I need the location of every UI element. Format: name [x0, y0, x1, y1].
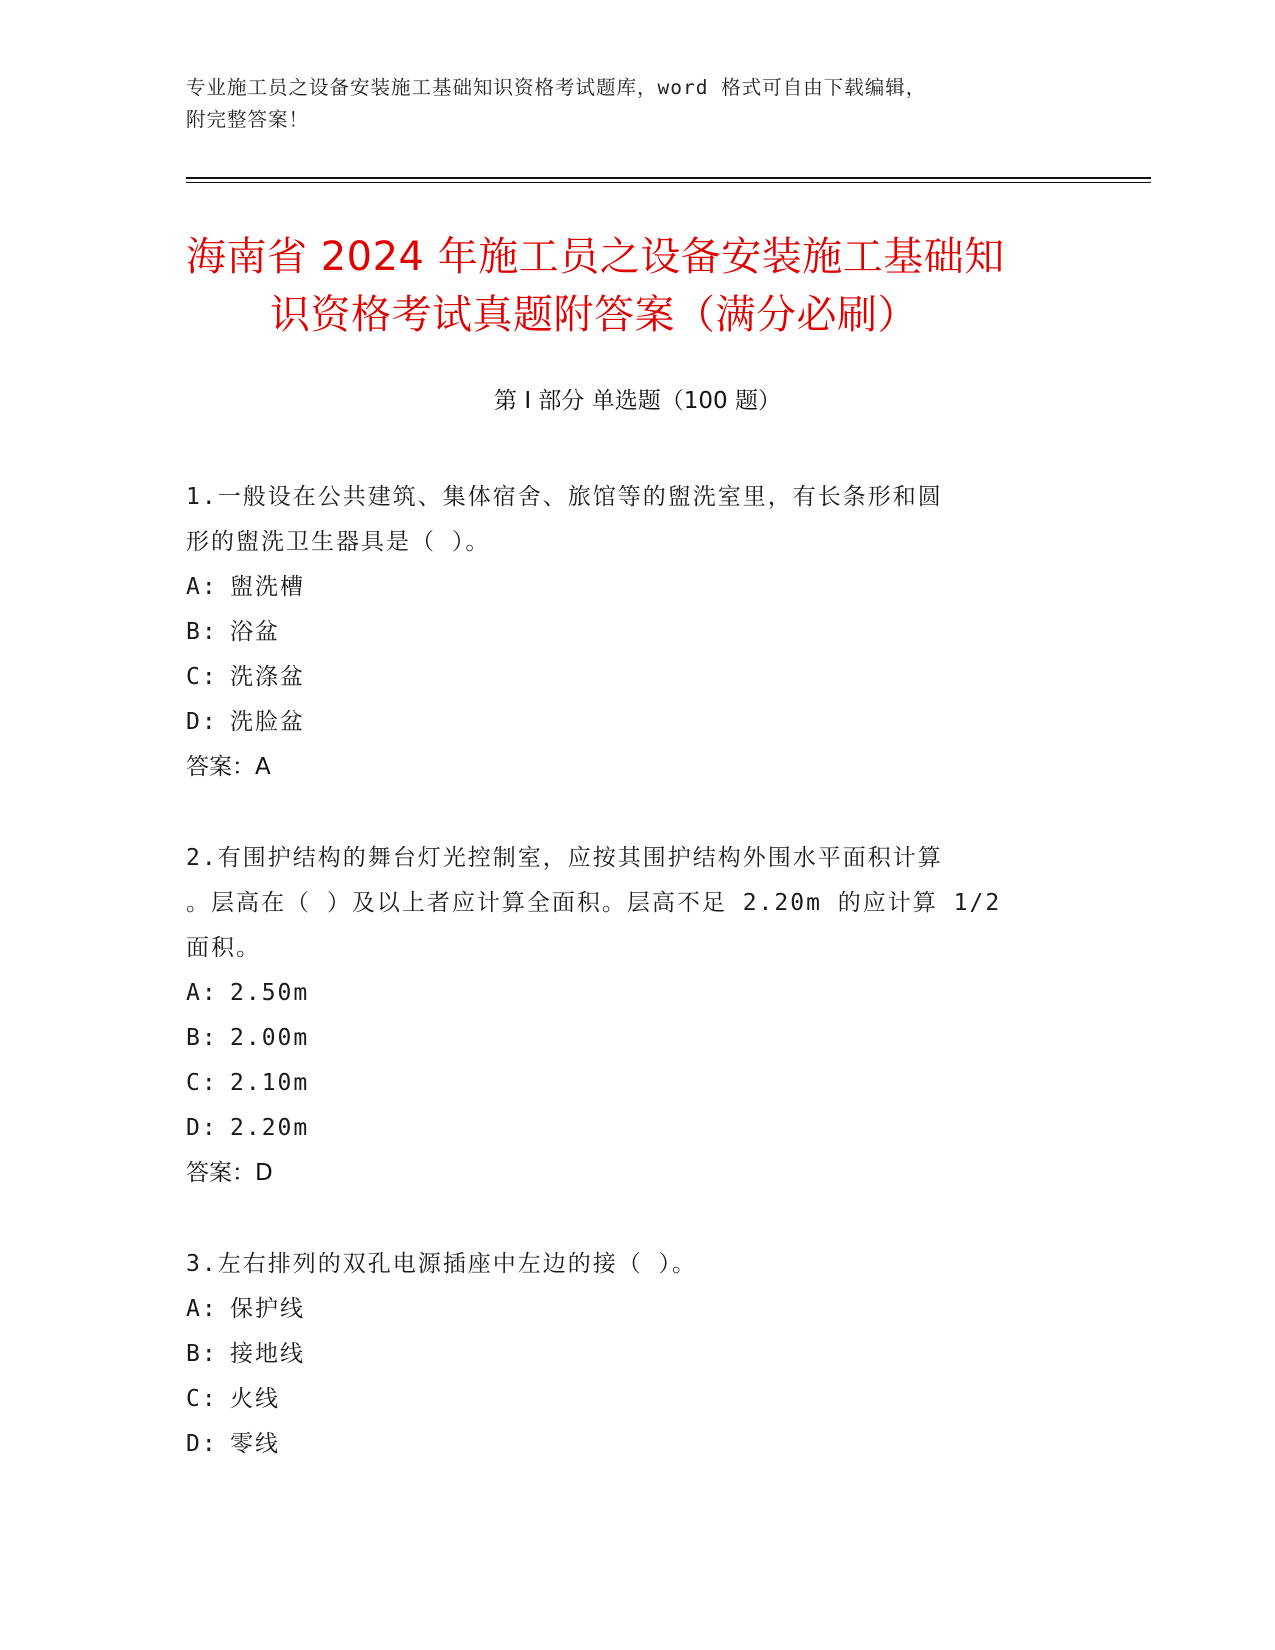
option-key: D:	[186, 1431, 218, 1457]
option-key: C:	[186, 664, 218, 690]
answer-option	[186, 1377, 1066, 1422]
option-text: 2.00m	[230, 1025, 310, 1051]
option-text: 浴盆	[230, 619, 280, 645]
document-title-line-1: 海南省 2024 年施工员之设备安装施工基础知	[186, 234, 1005, 280]
answer-option	[186, 700, 1066, 745]
answer-option	[186, 1106, 1066, 1151]
answer-option	[186, 1287, 1066, 1332]
option-key: B:	[186, 619, 218, 645]
option-key: A:	[186, 574, 218, 600]
answer-option	[186, 1016, 1066, 1061]
section-heading: 第 I 部分 单选题（100 题）	[494, 388, 781, 414]
option-text: 2.50m	[230, 980, 310, 1006]
option-text: 火线	[230, 1386, 280, 1412]
option-text: 盥洗槽	[230, 574, 305, 600]
header-note-line-2: 附完整答案！	[186, 108, 310, 131]
question-list	[186, 475, 1066, 1513]
question-item	[186, 475, 1066, 790]
answer-key: 答案：A	[186, 754, 271, 780]
header-note-line-1: 专业施工员之设备安装施工基础知识资格考试题库，word 格式可自由下载编辑，	[186, 76, 927, 99]
question-stem-line: 。层高在（ ）及以上者应计算全面积。层高不足 2.20m 的应计算 1/2	[186, 890, 1002, 916]
option-key: A:	[186, 980, 218, 1006]
option-text: 零线	[230, 1431, 280, 1457]
option-text: 洗涤盆	[230, 664, 305, 690]
option-key: D:	[186, 1115, 218, 1141]
option-text: 接地线	[230, 1341, 305, 1367]
question-stem-line: 形的盥洗卫生器具是（ ）。	[186, 529, 491, 555]
header-note	[186, 72, 1066, 136]
option-key: B:	[186, 1341, 218, 1367]
answer-option	[186, 971, 1066, 1016]
question-stem-line: 3.左右排列的双孔电源插座中左边的接（ ）。	[186, 1251, 698, 1277]
option-key: C:	[186, 1070, 218, 1096]
answer-option	[186, 1422, 1066, 1467]
answer-key: 答案：D	[186, 1160, 273, 1186]
question-stem-line: 1.一般设在公共建筑、集体宿舍、旅馆等的盥洗室里，有长条形和圆	[186, 484, 943, 510]
option-text: 2.10m	[230, 1070, 310, 1096]
question-item	[186, 1242, 1066, 1467]
answer-option	[186, 1061, 1066, 1106]
option-text: 2.20m	[230, 1115, 310, 1141]
option-text: 保护线	[230, 1296, 305, 1322]
answer-option	[186, 1332, 1066, 1377]
option-key: A:	[186, 1296, 218, 1322]
document-title	[186, 228, 1086, 344]
answer-option	[186, 610, 1066, 655]
option-text: 洗脸盆	[230, 709, 305, 735]
question-item	[186, 836, 1066, 1196]
header-rule-thin	[186, 182, 1151, 183]
question-stem-line: 2.有围护结构的舞台灯光控制室，应按其围护结构外围水平面积计算	[186, 845, 943, 871]
option-key: C:	[186, 1386, 218, 1412]
document-title-line-2: 识资格考试真题附答案（满分必刷）	[270, 292, 918, 338]
header-rule-thick	[186, 177, 1151, 179]
answer-option	[186, 655, 1066, 700]
question-stem-line: 面积。	[186, 935, 261, 961]
option-key: D:	[186, 709, 218, 735]
answer-option	[186, 565, 1066, 610]
option-key: B:	[186, 1025, 218, 1051]
